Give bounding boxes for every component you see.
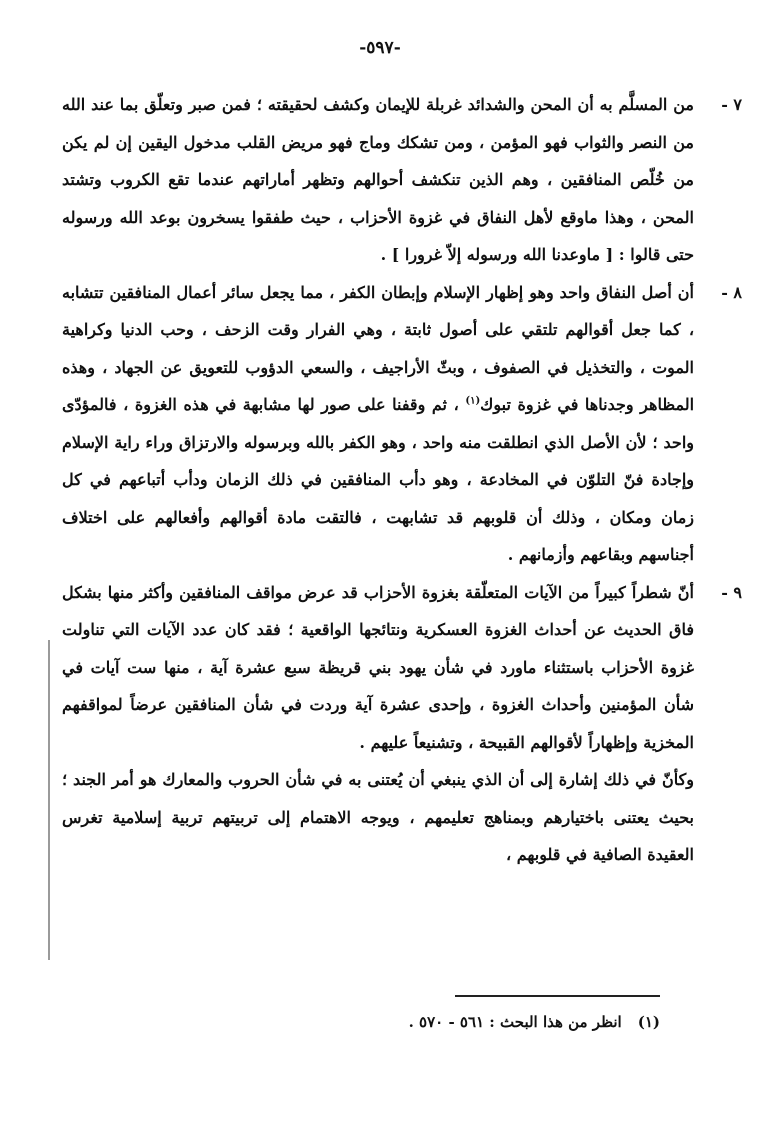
item-text-9: أنّ شطراً كبيراً من الآيات المتعلّقة بغزوة الأحزاب قد عرض مواقف المنافقين وأكثر منها بشكل فاق الحديث عن أحداث الغزوة العسكرية ونتائجها الواقعية ؛ فقد كان عدد الآيات التي تناولت غزوة الأحزاب باستثناء ماورد في شأن يهود بني قريظة سبع عشرة آية ، منها ست آيات في شأن المؤمنين وأحداث الغزوة ، وإحدى عشرة آية وردت في شأن المنافقين عرضاً لمواقفهم المخزية وإظهاراً لأقوالهم القبيحة ، وتشنيعاً عليهم . [62, 582, 694, 752]
page-number: -٥٩٧- [359, 38, 401, 58]
list-item-7 [62, 86, 742, 274]
footnote-number: (١) [637, 1013, 660, 1031]
item-marker-9: ٩ - [721, 582, 742, 602]
item-text-7: من المسلَّم به أن المحن والشدائد غربلة للإيمان وكشف لحقيقته ؛ فمن صبر وتعلّق بما عند الله من النصر والثواب فهو المؤمن ، ومن تشكك وماج فهو مريض القلب مدخول اليقين إن لم يكن من خُلّص المنافقين ، وهم الذين تنكشف أحوالهم وتظهر أماراتهم عندما تقع الكروب وتشتد المحن ، وهذا ماوقع لأهل النفاق في غزوة الأحزاب ، حيث طفقوا يسخرون بوعد الله ورسوله حتى قالوا : [ ماوعدنا الله ورسوله إلاّ غرورا ] . [62, 95, 694, 264]
item-paragraph-8 [62, 274, 694, 574]
footnote-reference[interactable]: (١) [465, 395, 481, 407]
list-item-8 [62, 274, 742, 574]
main-text [62, 86, 742, 874]
item-text-8-continued: ، ثم وقفنا على صور لها مشابهة في هذه الغزوة ، فالمؤدّى واحد ؛ لأن الأصل الذي انطلقت منه واحد ، وهو الكفر بالله وبرسوله والارتزاق وراء راية الإسلام وإجادة فنّ التلوّن في المخادعة ، وهو دأب المنافقين في ذلك الزمان ودأب أتباعهم في كل زمان ومكان ، وذلك أن قلوبهم قد تشابهت ، فالتقت مادة أقوالهم وأفعالهم على اختلاف أجناسهم وبقاعهم وأزمانهم . [62, 395, 695, 564]
footnote [409, 1013, 660, 1031]
footnote-divider [455, 995, 660, 997]
item-marker-7: ٧ - [721, 95, 742, 114]
closing-paragraph: وكأنّ في ذلك إشارة إلى أن الذي ينبغي أن يُعتنى به في شأن الحروب والمعارك هو أمر الجند ؛ بحيث يعتنى باختيارهم وبمناهج تعليمهم ، ويوجه الاهتمام إلى تربيتهم تربية إسلامية تغرس العقيدة الصافية في قلوبهم ، [62, 770, 694, 864]
item-text-8: أن أصل النفاق واحد وهو إظهار الإسلام وإبطان الكفر ، مما يجعل سائر أعمال المنافقين تتشابه ، كما جعل أقوالهم تلتقي على أصول ثابتة ، وهي الفرار وقت الزحف ، وحب الدنيا وكراهية الموت ، والتخذيل في الصفوف ، وبثّ الأراجيف ، والسعي الدؤوب للتعويق عن الجهاد ، وهذه المظاهر وجدناها في غزوة تبوك [62, 282, 695, 414]
item-marker-8: ٨ - [721, 282, 742, 302]
footnote-text: انظر من هذا البحث : ٥٦١ - ٥٧٠ . [408, 1013, 622, 1031]
list-item-9 [62, 574, 742, 762]
scan-margin-line [48, 640, 50, 960]
